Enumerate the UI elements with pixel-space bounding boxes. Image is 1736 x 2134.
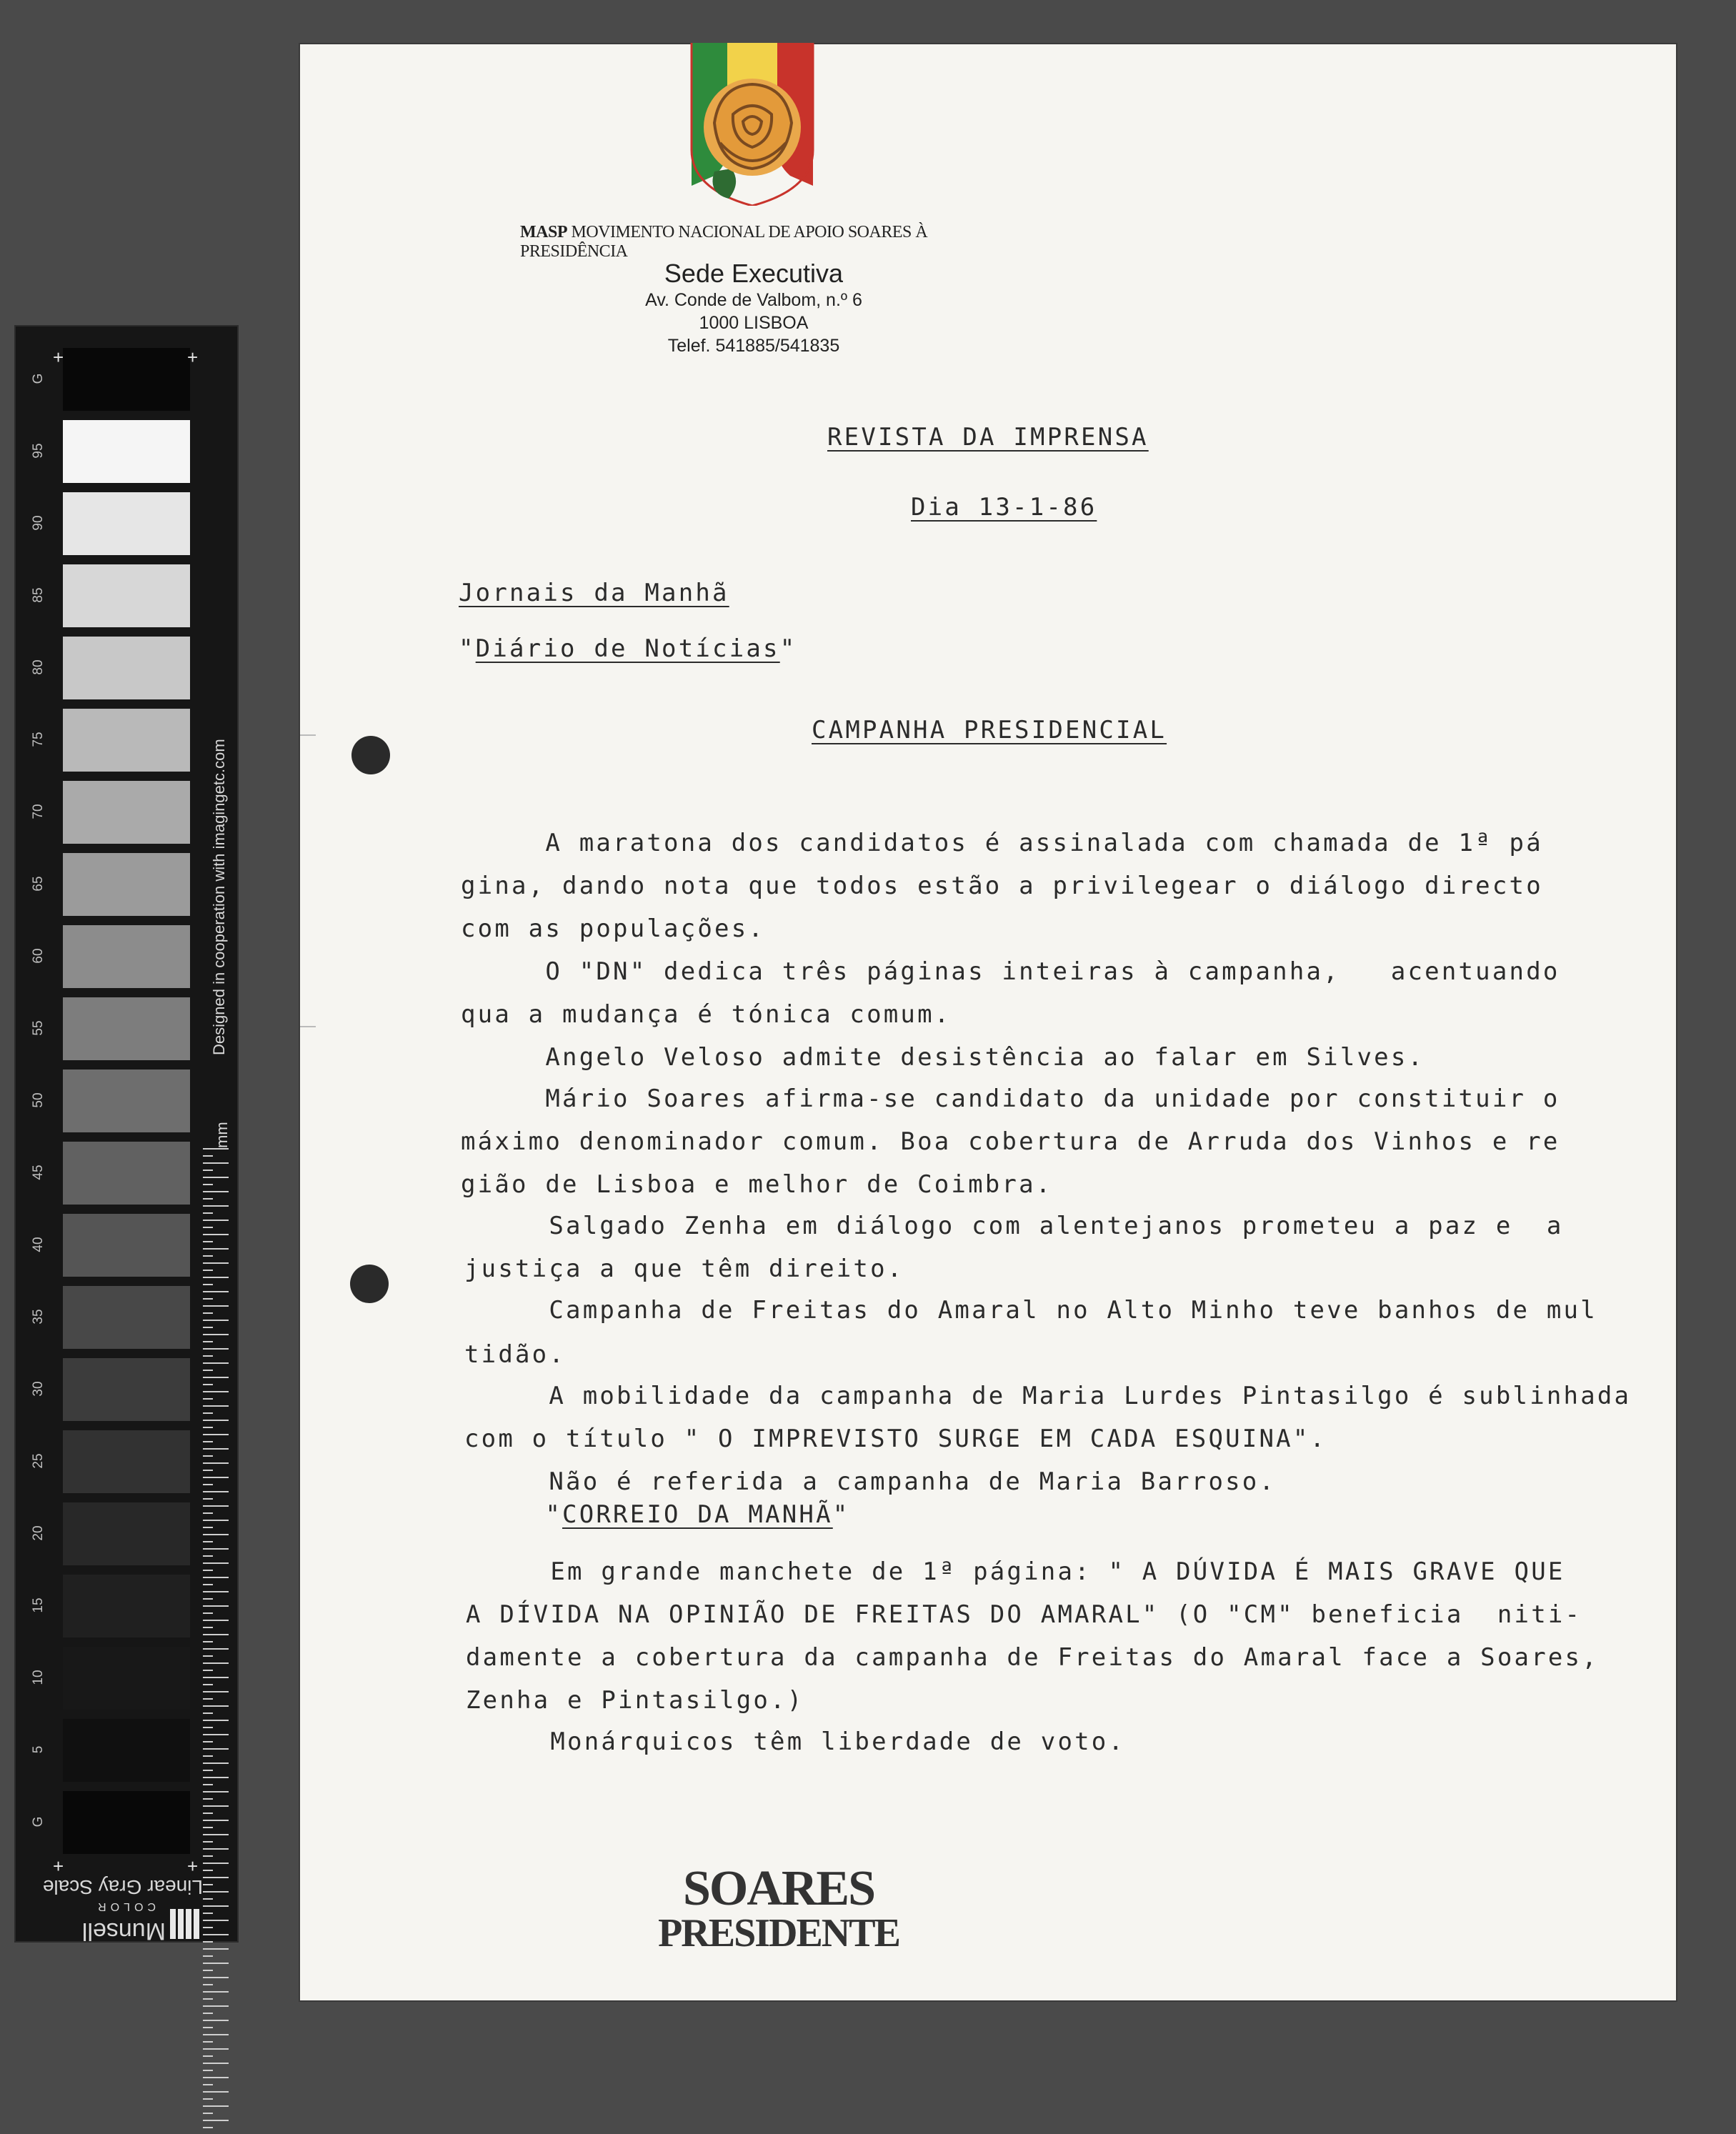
- gray-patch: [63, 1430, 190, 1493]
- body-line: Angelo Veloso admite desistência ao falar em Silves.: [461, 1043, 1425, 1072]
- gray-level-label: 75: [31, 732, 46, 747]
- gray-level-label: 15: [31, 1597, 46, 1613]
- gray-patch: [63, 781, 190, 844]
- gray-level-label: 50: [31, 1092, 46, 1108]
- body-line: justiça a que têm direito.: [464, 1255, 904, 1283]
- gray-patch: [63, 1502, 190, 1565]
- gray-patch: [63, 997, 190, 1060]
- office-name: Sede Executiva: [664, 259, 844, 288]
- scale-brand: Munsell: [81, 1918, 166, 1945]
- gray-patch: [63, 1719, 190, 1782]
- quote-mark: ": [545, 1500, 563, 1529]
- doc-date: Dia 13-1-86: [911, 493, 1097, 522]
- quote-mark: ": [779, 634, 797, 663]
- org-abbr: MASP: [520, 223, 567, 241]
- fold-mark: [300, 734, 316, 736]
- gray-level-label: 30: [31, 1381, 46, 1397]
- street-address: Av. Conde de Valbom, n.º 6: [645, 290, 862, 310]
- body-line: Em grande manchete de 1ª página: " A DÚVIDA É MAIS GRAVE QUE: [466, 1557, 1565, 1586]
- body-line: com as populações.: [461, 914, 766, 943]
- org-name: MOVIMENTO NACIONAL DE APOIO SOARES À PRESIDÊNCIA: [520, 223, 928, 261]
- letterhead-address: [543, 259, 964, 357]
- body-line: máximo denominador comum. Boa cobertura de Arruda dos Vinhos e re: [461, 1127, 1560, 1156]
- doc-title: REVISTA DA IMPRENSA: [827, 423, 1149, 452]
- gray-patch: [63, 1142, 190, 1205]
- munsell-logo-icon: [170, 1909, 200, 1939]
- gray-patch: [63, 925, 190, 988]
- corner-plus: +: [53, 1855, 64, 1877]
- body-line: gião de Lisboa e melhor de Coimbra.: [461, 1170, 1053, 1199]
- scale-credit: Designed in cooperation with imagingetc.com: [210, 739, 228, 1055]
- gray-scale-card: [14, 325, 239, 1943]
- gray-patch: [63, 1647, 190, 1710]
- body-line: Não é referida a campanha de Maria Barroso.: [464, 1467, 1277, 1496]
- gray-level-label: 5: [31, 1745, 46, 1754]
- gray-level-label: 55: [31, 1020, 46, 1036]
- footer-line-1: SOARES: [682, 1861, 875, 1916]
- gray-patch: [63, 492, 190, 555]
- gray-level-label: 10: [31, 1670, 46, 1685]
- section-heading: Jornais da Manhã: [459, 579, 729, 607]
- paper-name: Diário de Notícias: [475, 634, 780, 663]
- gray-level-label: 95: [31, 443, 46, 459]
- gray-level-label: 80: [31, 659, 46, 675]
- gray-patch: [63, 420, 190, 483]
- gray-level-label: 65: [31, 876, 46, 892]
- gray-level-label: 25: [31, 1453, 46, 1469]
- body-line: damente a cobertura da campanha de Freitas do Amaral face a Soares,: [466, 1643, 1599, 1672]
- phone: Telef. 541885/541835: [667, 336, 840, 356]
- body-line: Mário Soares afirma-se candidato da unidade por constituir o: [461, 1085, 1560, 1113]
- corner-plus: +: [187, 1855, 199, 1877]
- scale-brand-sub: COLOR: [94, 1900, 156, 1913]
- gray-patch: [63, 637, 190, 699]
- body-line: tidão.: [464, 1340, 567, 1369]
- corner-plus: +: [53, 346, 64, 368]
- gray-patch: [63, 348, 190, 411]
- gray-level-label: 20: [31, 1525, 46, 1541]
- gray-patch: [63, 564, 190, 627]
- gray-level-label: 35: [31, 1309, 46, 1325]
- gray-level-label: 70: [31, 804, 46, 819]
- soares-presidente-logo: [614, 1861, 943, 1955]
- body-line: qua a mudança é tónica comum.: [461, 1000, 952, 1029]
- body-line: gina, dando nota que todos estão a privilegear o diálogo directo: [461, 872, 1543, 900]
- gray-level-label: 45: [31, 1165, 46, 1180]
- footer-line-2: PRESIDENTE: [658, 1911, 899, 1955]
- body-line: A DÍVIDA NA OPINIÃO DE FREITAS DO AMARAL" (O "CM" beneficia niti-: [466, 1600, 1582, 1629]
- gray-patch: [63, 853, 190, 916]
- topic-heading: CAMPANHA PRESIDENCIAL: [812, 716, 1167, 744]
- paper-heading: [459, 634, 797, 663]
- gray-level-label: G: [31, 1816, 46, 1828]
- gray-patch: [63, 1575, 190, 1637]
- body-line: Monárquicos têm liberdade de voto.: [466, 1727, 1126, 1756]
- gray-level-label: 90: [31, 515, 46, 531]
- body-line: O "DN" dedica três páginas inteiras à campanha, acentuando: [461, 957, 1560, 986]
- body-line: Salgado Zenha em diálogo com alentejanos prometeu a paz e a: [464, 1212, 1564, 1240]
- paper-heading: [461, 1500, 849, 1529]
- quote-mark: ": [832, 1500, 850, 1529]
- gray-patch: [63, 1791, 190, 1854]
- gray-level-label: 85: [31, 587, 46, 603]
- gray-patch: [63, 1214, 190, 1277]
- scale-unit: mm: [213, 1122, 231, 1148]
- corner-plus: +: [187, 346, 199, 368]
- gray-level-label: 40: [31, 1237, 46, 1252]
- body-line: Zenha e Pintasilgo.): [466, 1686, 804, 1715]
- quote-mark: ": [459, 634, 476, 663]
- punch-hole: [350, 1265, 389, 1303]
- rose-logo-icon: [686, 43, 819, 206]
- org-line: [520, 223, 1034, 261]
- fold-mark: [300, 1026, 316, 1027]
- mm-ruler: [203, 1148, 229, 2134]
- city: 1000 LISBOA: [699, 313, 809, 333]
- punch-hole: [351, 736, 390, 774]
- body-line: com o título " O IMPREVISTO SURGE EM CADA ESQUINA".: [464, 1425, 1327, 1453]
- body-line: A mobilidade da campanha de Maria Lurdes Pintasilgo é sublinhada: [464, 1382, 1632, 1410]
- paper-name: CORREIO DA MANHÃ: [562, 1500, 833, 1529]
- gray-patch: [63, 1070, 190, 1132]
- scale-product: Linear Gray Scale: [42, 1876, 203, 1898]
- gray-patch: [63, 1286, 190, 1349]
- gray-patch: [63, 709, 190, 772]
- gray-patch: [63, 1358, 190, 1421]
- body-line: Campanha de Freitas do Amaral no Alto Minho teve banhos de mul: [464, 1296, 1597, 1325]
- gray-level-label: 60: [31, 948, 46, 964]
- gray-level-label: G: [31, 373, 46, 384]
- body-line: A maratona dos candidatos é assinalada com chamada de 1ª pá: [461, 829, 1543, 857]
